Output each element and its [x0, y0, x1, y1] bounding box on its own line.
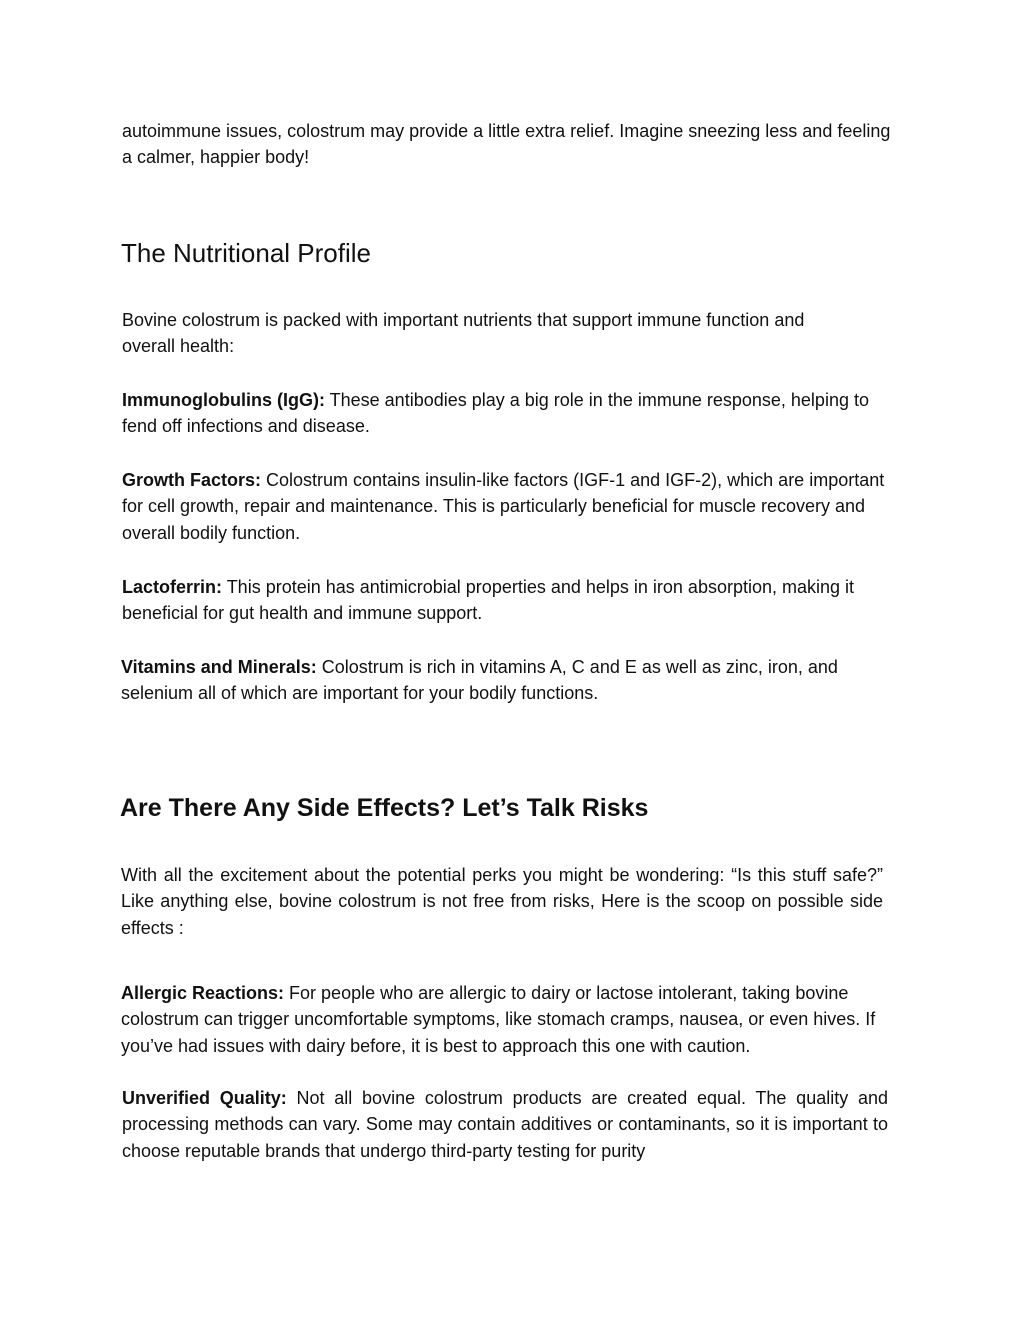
intro-paragraph: autoimmune issues, colostrum may provide a little extra relief. Imagine sneezing less and feeling a calmer, happier body!	[122, 121, 891, 168]
nutrient-item-growth-factors	[122, 467, 892, 546]
nutrition-intro-paragraph: Bovine colostrum is packed with important nutrients that support immune function and overall health:	[122, 310, 805, 357]
risk-item-unverified-quality	[122, 1085, 888, 1164]
nutrient-description: Colostrum contains insulin-like factors (IGF-1 and IGF-2), which are important for cell growth, repair and maintenance. This is particularly beneficial for muscle recovery and overall bodily function.	[122, 470, 885, 543]
nutrient-term: Immunoglobulins (IgG):	[122, 390, 325, 410]
nutrient-description: Colostrum is rich in vitamins A, C and E as well as zinc, iron, and selenium all of which are important for your bodily functions.	[121, 657, 838, 704]
risk-term: Unverified Quality:	[122, 1088, 287, 1108]
side-effects-heading: Are There Any Side Effects? Let’s Talk Risks	[120, 794, 649, 822]
nutrient-description: These antibodies play a big role in the immune response, helping to fend off infections and disease.	[122, 390, 869, 437]
risk-description: Not all bovine colostrum products are created equal. The quality and processing methods can vary. Some may contain additives or contaminants, so it is important to choose reputable brands that undergo third-party testing for purity	[122, 1088, 888, 1161]
risk-description: For people who are allergic to dairy or lactose intolerant, taking bovine colostrum can trigger uncomfortable symptoms, like stomach cramps, nausea, or even hives. If you’ve had issues with dairy before, it is best to approach this one with caution.	[121, 983, 876, 1056]
nutrient-term: Vitamins and Minerals:	[121, 657, 317, 677]
nutrient-item-vitamins-minerals	[121, 654, 891, 707]
nutrient-item-lactoferrin	[122, 574, 872, 627]
nutrient-term: Lactoferrin:	[122, 577, 223, 597]
risk-term: Allergic Reactions:	[121, 983, 285, 1003]
nutrient-description: This protein has antimicrobial properties and helps in iron absorption, making it beneficial for gut health and immune support.	[122, 577, 855, 624]
side-effects-intro-paragraph: With all the excitement about the potential perks you might be wondering: “Is this stuff safe?” Like anything else, bovine colostrum is not free from risks, Here is the scoop on possible side effects :	[121, 865, 883, 938]
nutrient-item-immunoglobulins	[122, 387, 902, 440]
nutritional-profile-heading: The Nutritional Profile	[121, 238, 371, 268]
nutrient-term: Growth Factors:	[122, 470, 262, 490]
risk-item-allergic-reactions	[121, 980, 899, 1059]
